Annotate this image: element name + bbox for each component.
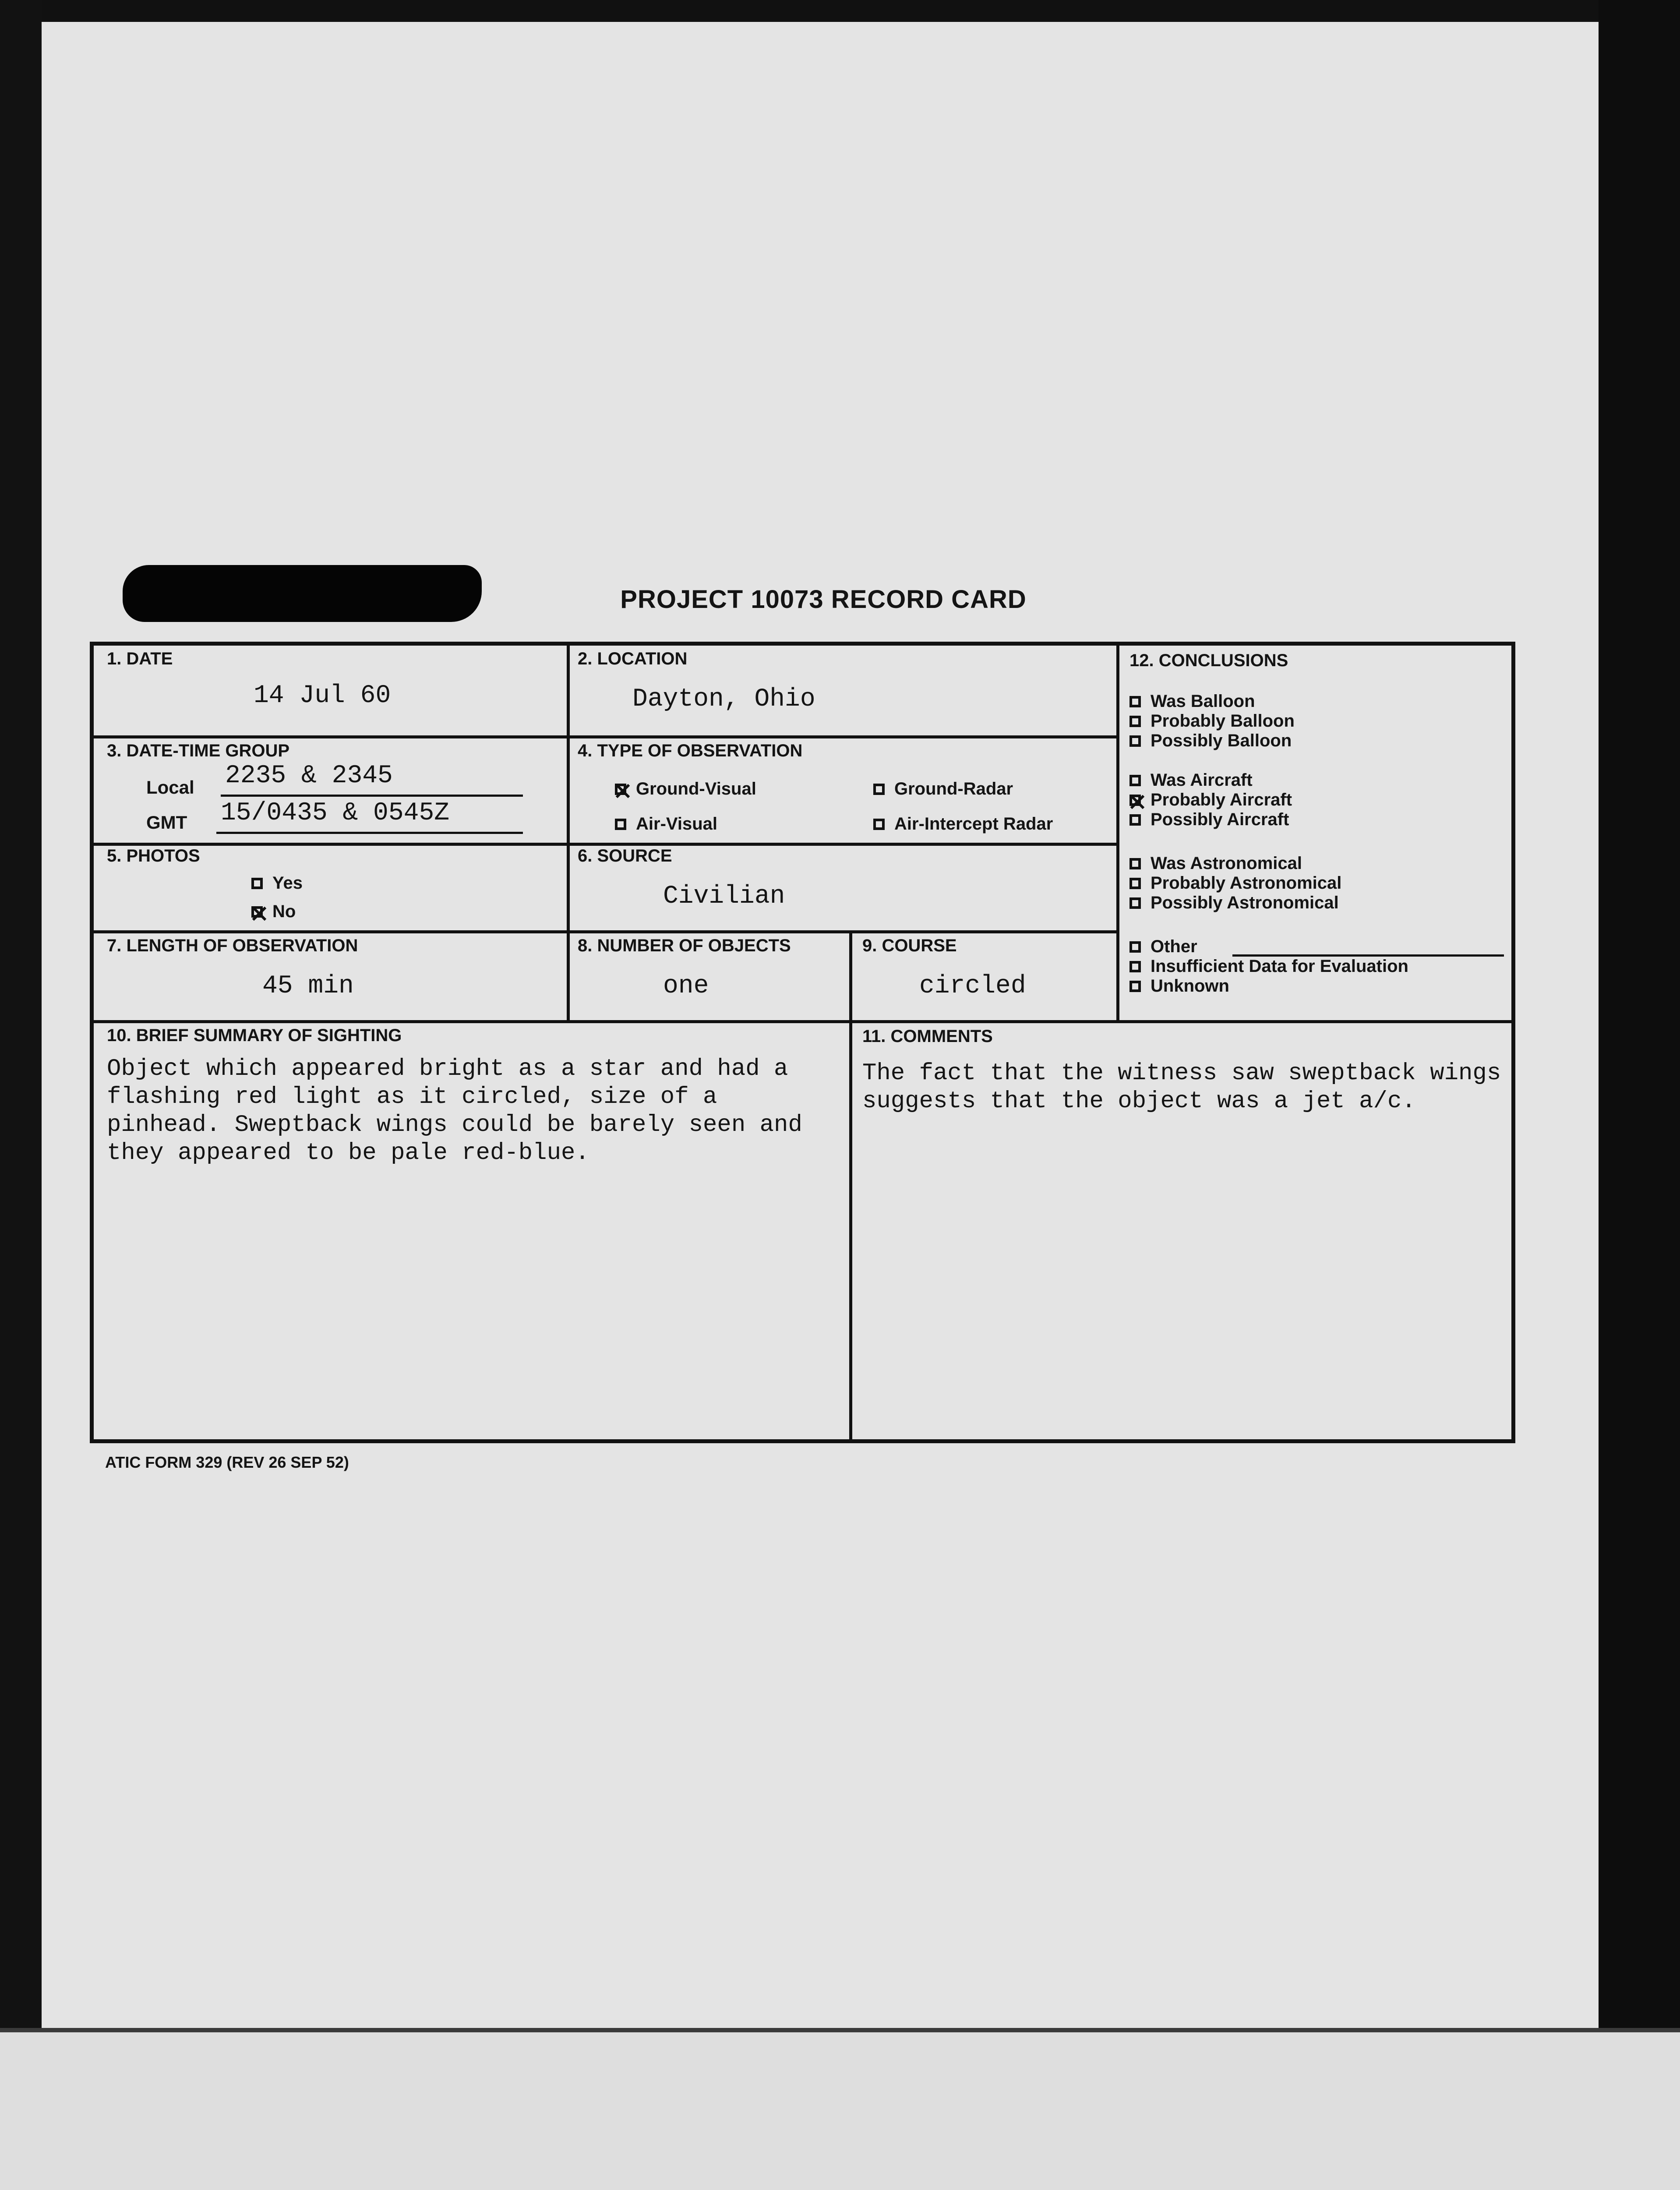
checkbox[interactable] xyxy=(1129,814,1141,826)
conclusion-item: Was Astronomical xyxy=(1129,854,1302,873)
comments-text: The fact that the witness saw sweptback wings suggests that the object was a jet a/c. xyxy=(862,1060,1501,1115)
grid-line xyxy=(567,646,570,1020)
option-ground-visual: Ground-Visual xyxy=(615,779,756,799)
gmt-underline xyxy=(216,832,523,834)
conclusions-label: 12. CONCLUSIONS xyxy=(1129,651,1288,670)
conclusion-item: Unknown xyxy=(1129,976,1229,996)
option-photos-no: No xyxy=(251,902,296,922)
conclusion-item: Possibly Balloon xyxy=(1129,731,1292,751)
checkbox-photos-yes[interactable] xyxy=(251,878,263,889)
film-border-left xyxy=(0,0,42,2037)
summary-text: Object which appeared bright as a star and had a flashing red light as it circled, size of a pinhead. Sweptback wings could be barely seen and they appeared to be pale red-blue. xyxy=(107,1056,802,1166)
checkbox[interactable] xyxy=(1129,735,1141,747)
option-ground-radar: Ground-Radar xyxy=(873,779,1013,799)
checkbox[interactable] xyxy=(1129,961,1141,972)
location-value: Dayton, Ohio xyxy=(632,685,815,714)
grid-line xyxy=(94,843,1116,846)
num-objects-label: 8. NUMBER OF OBJECTS xyxy=(578,936,791,955)
redaction-mark xyxy=(123,565,482,622)
option-photos-yes: Yes xyxy=(251,873,303,893)
num-objects-value: one xyxy=(663,972,709,1000)
checkbox-photos-no[interactable] xyxy=(251,906,263,918)
record-card-form xyxy=(90,642,1515,1443)
conclusion-item: Possibly Aircraft xyxy=(1129,810,1289,830)
checkbox[interactable] xyxy=(1129,716,1141,727)
conclusion-item: Other xyxy=(1129,937,1197,957)
location-label: 2. LOCATION xyxy=(578,649,688,668)
local-time-value: 2235 & 2345 xyxy=(225,762,393,790)
checkbox-air-intercept-radar[interactable] xyxy=(873,819,885,830)
checkbox[interactable] xyxy=(1129,897,1141,909)
checkbox[interactable] xyxy=(1129,981,1141,992)
gmt-label: GMT xyxy=(146,812,187,833)
date-label: 1. DATE xyxy=(107,649,173,668)
type-observation-label: 4. TYPE OF OBSERVATION xyxy=(578,741,803,760)
form-number: ATIC FORM 329 (REV 26 SEP 52) xyxy=(105,1453,349,1471)
date-value: 14 Jul 60 xyxy=(254,682,391,710)
grid-line xyxy=(1116,646,1119,1020)
film-border-top xyxy=(0,0,1680,22)
conclusion-item: Was Aircraft xyxy=(1129,770,1253,790)
length-label: 7. LENGTH OF OBSERVATION xyxy=(107,936,358,955)
local-label: Local xyxy=(146,777,194,798)
conclusion-item: Probably Balloon xyxy=(1129,711,1295,731)
summary-label: 10. BRIEF SUMMARY OF SIGHTING xyxy=(107,1026,402,1045)
gmt-time-value: 15/0435 & 0545Z xyxy=(221,799,450,827)
local-underline xyxy=(221,795,523,797)
grid-line xyxy=(94,735,1116,738)
course-label: 9. COURSE xyxy=(862,936,957,955)
conclusion-item: Possibly Astronomical xyxy=(1129,893,1339,913)
lower-film-area xyxy=(0,2032,1680,2190)
photos-label: 5. PHOTOS xyxy=(107,846,200,865)
conclusion-item: Probably Astronomical xyxy=(1129,873,1341,893)
length-value: 45 min xyxy=(262,972,354,1000)
source-value: Civilian xyxy=(663,882,785,911)
conclusion-item: Probably Aircraft xyxy=(1129,790,1292,810)
checkbox[interactable] xyxy=(1129,795,1141,806)
film-border-right xyxy=(1599,0,1680,2059)
checkbox-ground-visual[interactable] xyxy=(615,784,626,795)
checkbox[interactable] xyxy=(1129,941,1141,953)
option-air-intercept-radar: Air-Intercept Radar xyxy=(873,814,1053,834)
card-title: PROJECT 10073 RECORD CARD xyxy=(620,585,1027,614)
conclusion-item: Was Balloon xyxy=(1129,692,1255,711)
grid-line xyxy=(94,1020,1513,1023)
conclusion-item: Insufficient Data for Evaluation xyxy=(1129,957,1408,976)
checkbox-air-visual[interactable] xyxy=(615,819,626,830)
checkbox[interactable] xyxy=(1129,775,1141,786)
comments-label: 11. COMMENTS xyxy=(862,1027,993,1046)
grid-line xyxy=(94,930,1116,933)
checkbox[interactable] xyxy=(1129,878,1141,889)
checkbox[interactable] xyxy=(1129,858,1141,869)
checkbox-ground-radar[interactable] xyxy=(873,784,885,795)
option-air-visual: Air-Visual xyxy=(615,814,717,834)
checkbox[interactable] xyxy=(1129,696,1141,707)
course-value: circled xyxy=(919,972,1026,1000)
grid-line xyxy=(849,930,852,1441)
dtg-label: 3. DATE-TIME GROUP xyxy=(107,741,290,760)
source-label: 6. SOURCE xyxy=(578,846,672,865)
